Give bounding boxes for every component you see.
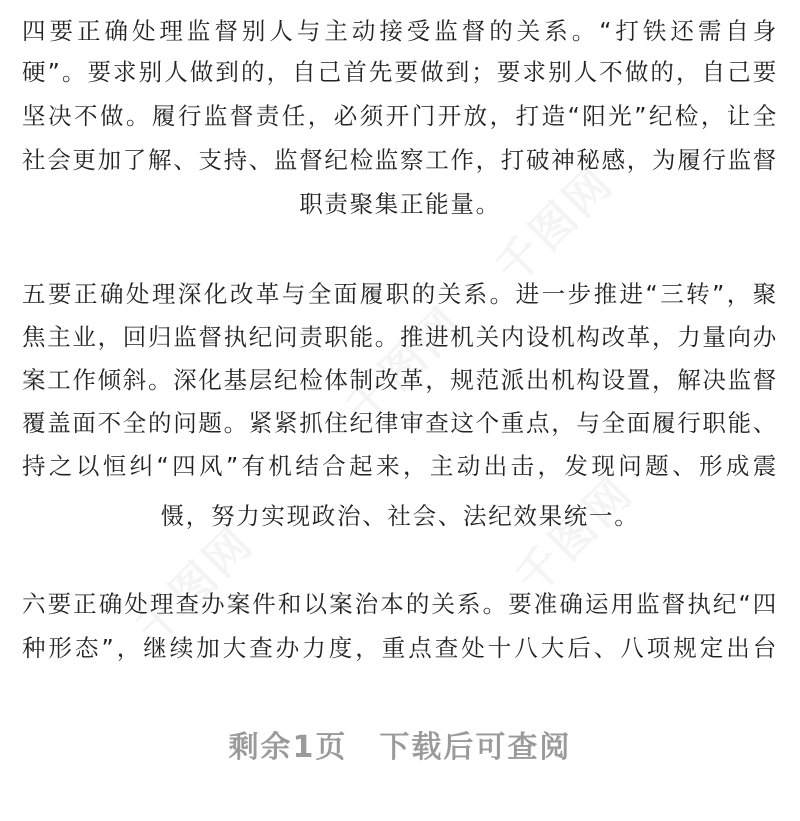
paragraph-line: 社会更加了解、支持、监督纪检监察工作，打破神秘感，为履行监督 xyxy=(22,146,778,174)
paragraph-line: 焦主业，回归监督执纪问责职能。推进机关内设机构改革，力量向办 xyxy=(22,323,778,351)
remaining-pages-notice[interactable]: 剩余1页 下载后可查阅 xyxy=(228,730,572,765)
paragraph-line: 案工作倾斜。深化基层纪检体制改革，规范派出机构设置，解决监督 xyxy=(22,366,778,394)
paragraph-line: 坚决不做。履行监督责任，必须开门开放，打造“阳光”纪检，让全 xyxy=(22,102,778,130)
paragraph-line: 硬”。要求别人做到的，自己首先要做到；要求别人不做的，自己要 xyxy=(22,58,778,86)
paragraph-line: 六要正确处理查办案件和以案治本的关系。要准确运用监督执纪“四 xyxy=(22,590,778,618)
paragraph-line: 持之以恒纠“四风”有机结合起来，主动出击，发现问题、形成震 xyxy=(22,452,778,480)
paragraph-line: 四要正确处理监督别人与主动接受监督的关系。“打铁还需自身 xyxy=(22,17,778,45)
paragraph-line: 职责聚集正能量。 xyxy=(299,190,501,218)
paragraph-line: 种形态”，继续加大查办力度，重点查处十八大后、八项规定出台 xyxy=(22,634,778,662)
paragraph-line: 五要正确处理深化改革与全面履职的关系。进一步推进“三转”，聚 xyxy=(22,280,778,308)
paragraph-line: 慑，努力实现政治、社会、法纪效果统一。 xyxy=(160,502,640,530)
paragraph-line: 覆盖面不全的问题。紧紧抓住纪律审查这个重点，与全面履行职能、 xyxy=(22,409,778,437)
